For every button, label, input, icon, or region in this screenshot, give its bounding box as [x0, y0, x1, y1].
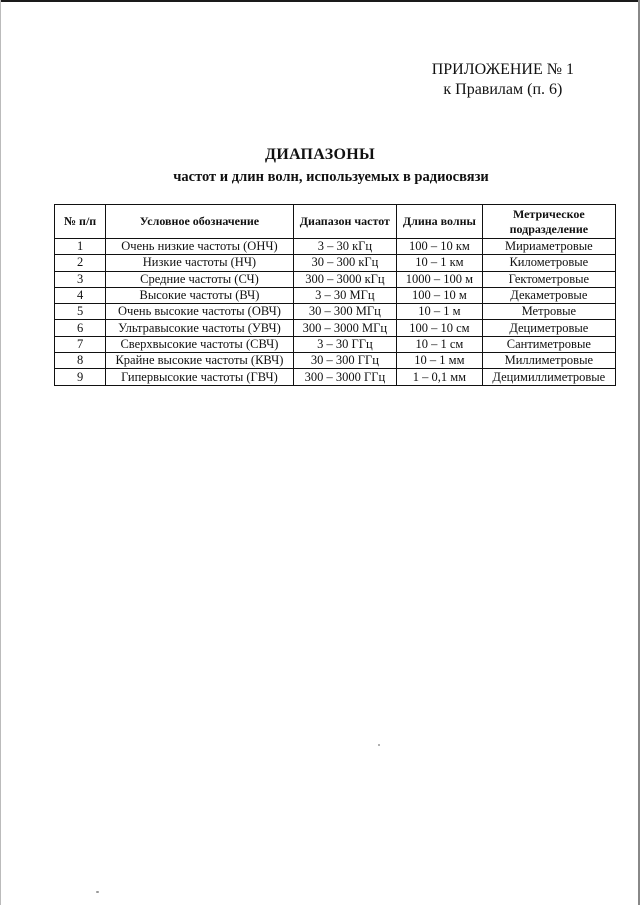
cell-number: 2 — [55, 255, 106, 271]
header-frequency-range: Диапазон частот — [293, 205, 396, 239]
cell-designation: Очень низкие частоты (ОНЧ) — [106, 239, 293, 255]
table-row — [55, 255, 616, 271]
cell-wavelength: 10 – 1 см — [397, 336, 483, 352]
frequency-bands-table — [54, 204, 616, 386]
document-title: ДИАПАЗОНЫ — [265, 146, 375, 163]
scan-edge-top — [0, 0, 640, 2]
cell-wavelength: 1 – 0,1 мм — [397, 369, 483, 385]
table-row — [55, 353, 616, 369]
cell-metric-subdivision: Декаметровые — [482, 287, 615, 303]
cell-designation: Гипервысокие частоты (ГВЧ) — [106, 369, 293, 385]
cell-metric-subdivision: Сантиметровые — [482, 336, 615, 352]
cell-frequency-range: 30 – 300 МГц — [293, 304, 396, 320]
cell-designation: Крайне высокие частоты (КВЧ) — [106, 353, 293, 369]
cell-wavelength: 100 – 10 см — [397, 320, 483, 336]
cell-wavelength: 100 – 10 км — [397, 239, 483, 255]
cell-number: 5 — [55, 304, 106, 320]
cell-wavelength: 100 – 10 м — [397, 287, 483, 303]
table-row — [55, 239, 616, 255]
appendix-number: ПРИЛОЖЕНИЕ № 1 — [431, 61, 574, 78]
scan-speck — [378, 744, 380, 746]
cell-wavelength: 10 – 1 км — [397, 255, 483, 271]
header-number: № п/п — [55, 205, 106, 239]
cell-metric-subdivision: Дециметровые — [482, 320, 615, 336]
cell-metric-subdivision: Мириаметровые — [482, 239, 615, 255]
header-metric-subdivision: Метрическое подразделение — [482, 205, 615, 239]
cell-frequency-range: 300 – 3000 МГц — [293, 320, 396, 336]
cell-frequency-range: 30 – 300 кГц — [293, 255, 396, 271]
cell-designation: Очень высокие частоты (ОВЧ) — [106, 304, 293, 320]
cell-number: 8 — [55, 353, 106, 369]
header-wavelength: Длина волны — [397, 205, 483, 239]
table-header-row — [55, 205, 616, 239]
cell-number: 1 — [55, 239, 106, 255]
table-row — [55, 320, 616, 336]
appendix-rule-reference: к Правилам (п. 6) — [443, 81, 563, 98]
table-row — [55, 271, 616, 287]
cell-wavelength: 10 – 1 м — [397, 304, 483, 320]
cell-metric-subdivision: Гектометровые — [482, 271, 615, 287]
table-row — [55, 336, 616, 352]
cell-number: 6 — [55, 320, 106, 336]
cell-metric-subdivision: Километровые — [482, 255, 615, 271]
cell-designation: Низкие частоты (НЧ) — [106, 255, 293, 271]
scan-speck — [96, 891, 99, 893]
cell-wavelength: 10 – 1 мм — [397, 353, 483, 369]
cell-frequency-range: 300 – 3000 кГц — [293, 271, 396, 287]
cell-number: 7 — [55, 336, 106, 352]
cell-designation: Высокие частоты (ВЧ) — [106, 287, 293, 303]
cell-metric-subdivision: Миллиметровые — [482, 353, 615, 369]
cell-designation: Ультравысокие частоты (УВЧ) — [106, 320, 293, 336]
cell-number: 3 — [55, 271, 106, 287]
cell-frequency-range: 3 – 30 кГц — [293, 239, 396, 255]
cell-designation: Сверхвысокие частоты (СВЧ) — [106, 336, 293, 352]
appendix-reference — [432, 60, 574, 100]
cell-designation: Средние частоты (СЧ) — [106, 271, 293, 287]
table-row — [55, 304, 616, 320]
table-row — [55, 369, 616, 385]
cell-wavelength: 1000 – 100 м — [397, 271, 483, 287]
cell-frequency-range: 3 – 30 МГц — [293, 287, 396, 303]
cell-frequency-range: 3 – 30 ГГц — [293, 336, 396, 352]
table-row — [55, 287, 616, 303]
cell-metric-subdivision: Децимиллиметровые — [482, 369, 615, 385]
cell-frequency-range: 30 – 300 ГГц — [293, 353, 396, 369]
scan-edge-left — [0, 0, 1, 905]
header-designation: Условное обозначение — [106, 205, 293, 239]
cell-number: 4 — [55, 287, 106, 303]
document-subtitle: частот и длин волн, используемых в радиосвязи — [173, 169, 489, 185]
cell-metric-subdivision: Метровые — [482, 304, 615, 320]
cell-frequency-range: 300 – 3000 ГГц — [293, 369, 396, 385]
cell-number: 9 — [55, 369, 106, 385]
